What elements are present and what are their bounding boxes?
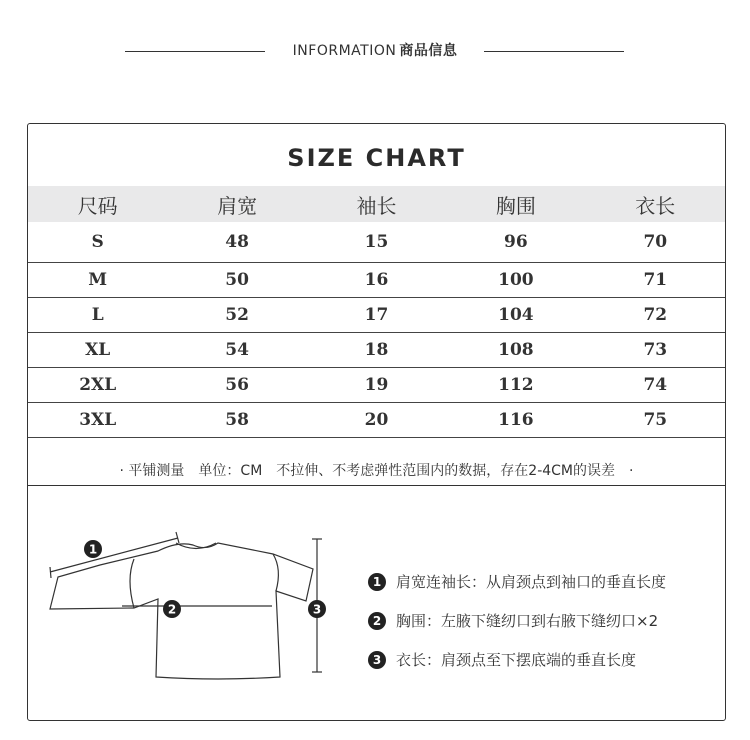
header-rule-left <box>125 51 265 52</box>
table-cell: 48 <box>167 222 306 263</box>
chart-title: SIZE CHART <box>287 144 466 172</box>
table-cell: 18 <box>307 333 446 368</box>
table-cell: 2XL <box>28 368 167 403</box>
table-cell: 54 <box>167 333 306 368</box>
measure-line-shoulder <box>50 538 178 572</box>
table-cell: 108 <box>446 333 585 368</box>
header-title <box>270 40 480 60</box>
table-cell: L <box>28 298 167 333</box>
section-header <box>0 40 750 64</box>
marker-1: 1 <box>88 542 98 557</box>
table-cell: 19 <box>307 368 446 403</box>
table-cell: M <box>28 263 167 298</box>
size-chart-card <box>27 123 726 721</box>
legend-item <box>368 640 718 679</box>
table-cell: 104 <box>446 298 585 333</box>
table-cell: 15 <box>307 222 446 263</box>
garment-diagram <box>38 529 338 694</box>
shirt-outline <box>50 543 313 679</box>
table-row <box>28 222 725 263</box>
table-cell: 112 <box>446 368 585 403</box>
legend-text: 衣长：肩颈点至下摆底端的垂直长度 <box>396 651 637 669</box>
col-header-sleeve: 袖长 <box>307 186 446 222</box>
legend-number: 1 <box>368 573 386 591</box>
size-table-header <box>28 186 725 222</box>
table-cell: 116 <box>446 403 585 438</box>
table-cell: 73 <box>586 333 725 368</box>
table-cell: 71 <box>586 263 725 298</box>
table-cell: 20 <box>307 403 446 438</box>
table-cell: 16 <box>307 263 446 298</box>
table-row <box>28 298 725 333</box>
table-cell: 52 <box>167 298 306 333</box>
header-rule-right <box>484 51 624 52</box>
marker-3: 3 <box>312 602 322 617</box>
table-cell: 96 <box>446 222 585 263</box>
table-row <box>28 403 725 438</box>
col-header-shoulder: 肩宽 <box>167 186 306 222</box>
table-cell: 100 <box>446 263 585 298</box>
legend-number: 3 <box>368 651 386 669</box>
header-title-en: INFORMATION <box>292 43 397 59</box>
sleeve-seam-right <box>273 554 278 591</box>
header-title-cn: 商品信息 <box>399 43 458 59</box>
table-cell: 56 <box>167 368 306 403</box>
table-cell: XL <box>28 333 167 368</box>
col-header-chest: 胸围 <box>446 186 585 222</box>
col-header-size: 尺码 <box>28 186 167 222</box>
table-row <box>28 368 725 403</box>
measurement-legend <box>368 562 718 679</box>
table-row <box>28 333 725 368</box>
table-cell: 75 <box>586 403 725 438</box>
legend-number: 2 <box>368 612 386 630</box>
legend-item <box>368 562 718 601</box>
legend-item <box>368 601 718 640</box>
size-table <box>28 186 725 438</box>
legend-text: 肩宽连袖长：从肩颈点到袖口的垂直长度 <box>396 573 667 591</box>
table-cell: 17 <box>307 298 446 333</box>
table-cell: 74 <box>586 368 725 403</box>
table-cell: 70 <box>586 222 725 263</box>
table-cell: S <box>28 222 167 263</box>
table-cell: 72 <box>586 298 725 333</box>
legend-text: 胸围：左腋下缝纫口到右腋下缝纫口×2 <box>396 612 659 630</box>
marker-2: 2 <box>167 602 177 617</box>
table-cell: 3XL <box>28 403 167 438</box>
sleeve-seam-left <box>130 559 134 608</box>
table-cell: 58 <box>167 403 306 438</box>
divider <box>28 485 725 486</box>
measurement-note: · 平铺测量 单位：CM 不拉伸、不考虑弹性范围内的数据，存在2-4CM的误差 · <box>119 463 634 479</box>
table-row <box>28 263 725 298</box>
table-cell: 50 <box>167 263 306 298</box>
col-header-length: 衣长 <box>586 186 725 222</box>
